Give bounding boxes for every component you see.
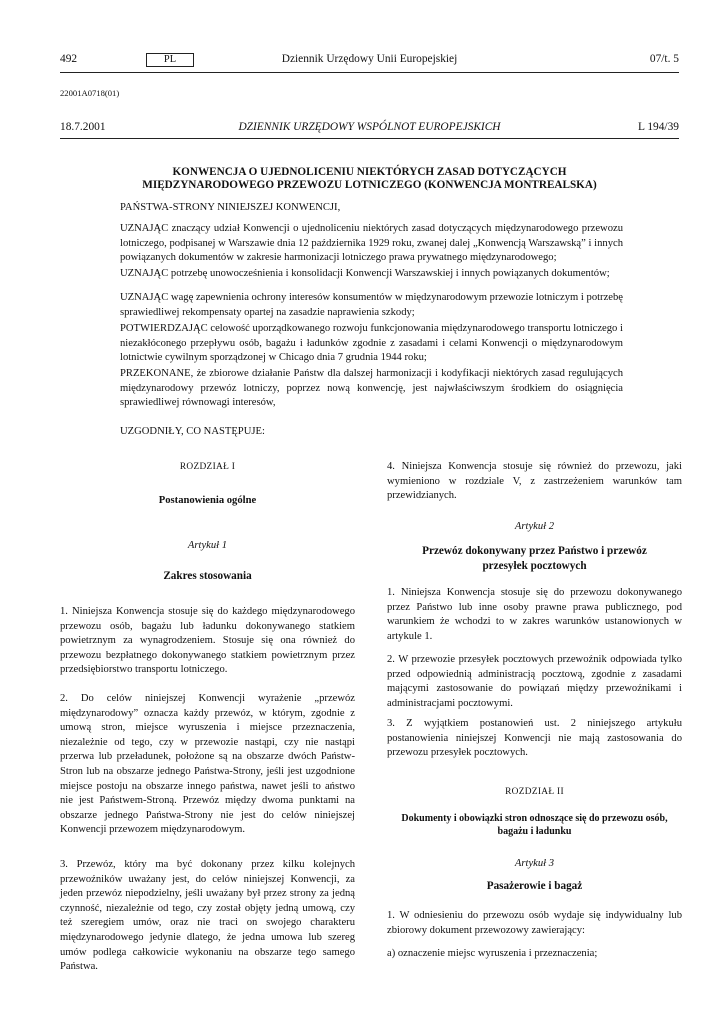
volume-label: 07/t. 5 bbox=[649, 53, 679, 65]
convention-title-line: MIĘDZYNARODOWEGO PRZEWOZU LOTNICZEGO (KONWENCJA MONTREALSKA) bbox=[142, 179, 597, 192]
original-publication-bar bbox=[60, 120, 679, 136]
preamble-recital: UZNAJĄC znaczący udział Konwencji o ujednoliceniu niektórych zasad dotyczących międzynarodowego przewozu lotniczego, podpisanej w Warszawie dnia 12 października 1929 roku, zwanej dalej „Konwencją Warszawską” i innych powiązanych dokumentów w zakresie harmonizacji lotniczego prawa prywatnego międzynarodowego; bbox=[120, 223, 623, 264]
article-label: Artykuł 2 bbox=[514, 521, 555, 532]
article-label: Artykuł 1 bbox=[187, 540, 228, 551]
article-label: Artykuł 3 bbox=[514, 858, 555, 869]
article-paragraph: 3. Przewóz, który ma być dokonany przez kilku kolejnych przewoźników uważany jest, do celów niniejszej Konwencji, za jeden przewóz niepodzielny, jeśli uważany był przez strony za jedną czynność, niezależnie od tego, czy został objęty jedną umową, czy też szeregiem umów, oraz nie traci on swojego charakteru międzynarodowego jedynie dlatego, że jedna umowa lub szereg umów podlega całkowicie wykonaniu na obszarze tego samego Państwa. bbox=[60, 859, 355, 973]
publication-divider bbox=[60, 138, 679, 139]
language-badge: PL bbox=[146, 53, 194, 67]
article-title: Pasażerowie i bagaż bbox=[486, 880, 583, 892]
preamble-recital: PRZEKONANE, że zbiorowe działanie Państw dla dalszej harmonizacji i kodyfikacji niektórych zasad regulujących międzynarodowy przewóz lotniczy, poprzez nową konwencję, jest najwłaściwszym środkiem do osiągnięcia sprawiedliwej równowagi interesów, bbox=[120, 368, 623, 409]
document-id: 22001A0718(01) bbox=[60, 88, 120, 98]
article-paragraph: 4. Niniejsza Konwencja stosuje się również do przewozu, jaki wymieniono w rozdziale V, z zastrzeżeniem warunków tam przewidzianych. bbox=[387, 461, 682, 502]
chapter-title bbox=[387, 812, 682, 838]
preamble-recital: UZNAJĄC wagę zapewnienia ochrony interesów konsumentów w międzynarodowym przewozie lotniczym i potrzebę sprawiedliwej rekompensaty opartej na zasadzie naprawienia szkody; bbox=[120, 292, 623, 318]
chapter-label: ROZDZIAŁ I bbox=[179, 462, 236, 472]
preamble-recital: POTWIERDZAJĄC celowość uporządkowanego rozwoju funkcjonowania międzynarodowego transportu lotniczego i niezakłóconego przepływu osób, bagażu i ładunków zgodnie z zasadami i celami Konwencji o międzynarodowym lotnictwie cywilnym sporządzonej w Chicago dnia 7 grudnia 1944 roku; bbox=[120, 323, 623, 364]
convention-title bbox=[60, 166, 679, 193]
preamble-recital: UZNAJĄC potrzebę unowocześnienia i konsolidacji Konwencji Warszawskiej i innych powiązanych dokumentów; bbox=[120, 268, 610, 279]
article-paragraph: 1. Niniejsza Konwencja stosuje się do każdego międzynarodowego przewozu osób, bagażu lub ładunku dokonywanego statkiem powietrznym za wynagrodzeniem. Stosuje się ona również do przewozu bezpłatnego dokonywanego statkiem powietrznym przez przedsiębiorstwo transportu lotniczego. bbox=[60, 606, 355, 676]
article-title-line: Przewóz dokonywany przez Państwo i przewóz bbox=[422, 545, 647, 557]
article-paragraph: 1. W odniesieniu do przewozu osób wydaje się indywidualny lub zbiorowy dokument przewozowy zawierający: bbox=[387, 910, 682, 936]
article-paragraph: 2. Do celów niniejszej Konwencji wyrażenie „przewóz międzynarodowy” oznacza każdy przewóz, w którym, zgodnie z umową stron, miejsce wyruszenia i miejsce przeznaczenia, niezależnie od tego, czy w przewozie nastąpi, czy nie nastąpi przerwa lub przeładunek, położone są na obszarze dwóch Państw-Stron lub na obszarze jednego Państwa-Strony, jeśli jest uzgodnione miejsce postoju na obszarze innego państwa, nawet jeśli to aństwo nie jest Państwem-Stroną. Przewóz między dwoma punktami na obszarze jednego Państwa-Strony nie jest do celów niniejszej Konwencji przewozem międzynarodowym. bbox=[60, 693, 355, 836]
article-paragraph: 3. Z wyjątkiem postanowień ust. 2 niniejszego artykułu postanowienia niniejszej Konwencji nie mają zastosowania do przewozu przesyłek pocztowych. bbox=[387, 718, 682, 759]
journal-title: Dziennik Urzędowy Unii Europejskiej bbox=[281, 53, 458, 65]
publication-reference: L 194/39 bbox=[637, 121, 679, 133]
article-paragraph: 2. W przewozie przesyłek pocztowych przewoźnik odpowiada tylko przed odpowiednią administracją pocztową, zgodnie z zasadami mającymi zastosowanie do powiązań między przewoźnikami i administracjami pocztowymi. bbox=[387, 654, 682, 709]
article-title bbox=[387, 544, 682, 573]
chapter-label: ROZDZIAŁ II bbox=[505, 787, 564, 797]
chapter-title-line: bagażu i ładunku bbox=[497, 826, 572, 837]
article-paragraph: 1. Niniejsza Konwencja stosuje się do przewozu dokonywanego przez Państwo lub inne osoby prawne prawa publicznego, pod warunkiem że wchodzi to w zakres warunków ustanowionych w artykule 1. bbox=[387, 587, 682, 642]
article-title: Zakres stosowania bbox=[163, 570, 252, 582]
convention-title-line: KONWENCJA O UJEDNOLICENIU NIEKTÓRYCH ZASAD DOTYCZĄCYCH bbox=[172, 166, 567, 178]
header-divider bbox=[60, 72, 679, 73]
chapter-title-line: Dokumenty i obowiązki stron odnoszące się do przewozu osób, bbox=[401, 813, 668, 824]
page-number: 492 bbox=[60, 53, 78, 65]
list-item: a) oznaczenie miejsc wyruszenia i przeznaczenia; bbox=[387, 948, 598, 959]
original-journal-title: DZIENNIK URZĘDOWY WSPÓLNOT EUROPEJSKICH bbox=[238, 121, 501, 133]
publication-date: 18.7.2001 bbox=[60, 121, 106, 133]
preamble-parties: PAŃSTWA-STRONY NINIEJSZEJ KONWENCJI, bbox=[120, 202, 341, 213]
preamble-agreed: UZGODNIŁY, CO NASTĘPUJE: bbox=[120, 426, 265, 437]
article-title-line: przesyłek pocztowych bbox=[482, 559, 587, 572]
chapter-title: Postanowienia ogólne bbox=[158, 495, 257, 506]
page-header bbox=[60, 52, 679, 68]
